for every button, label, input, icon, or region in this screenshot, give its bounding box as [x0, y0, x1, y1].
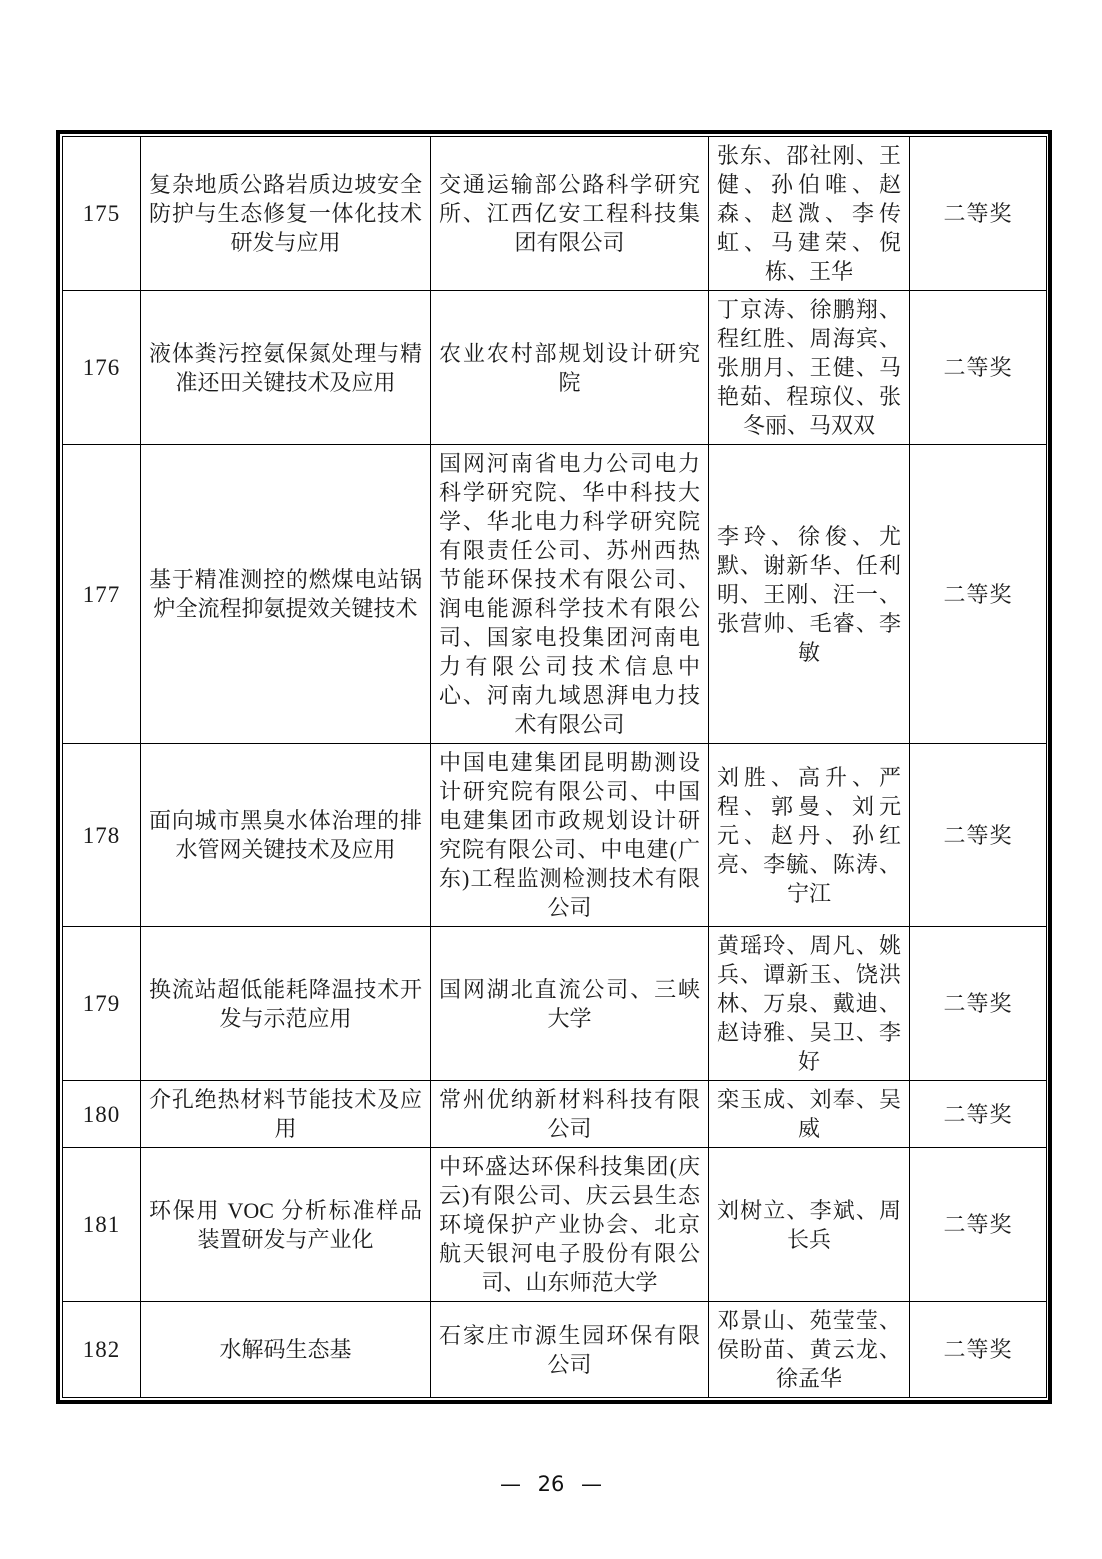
serial-cell: 182 — [63, 1302, 141, 1398]
organizations-cell: 国网湖北直流公司、三峡大学 — [431, 927, 709, 1081]
award-cell: 二等奖 — [910, 927, 1047, 1081]
table-row — [63, 927, 1047, 1081]
award-cell: 二等奖 — [910, 1148, 1047, 1302]
award-cell: 二等奖 — [910, 137, 1047, 291]
serial-cell: 181 — [63, 1148, 141, 1302]
project-cell: 水解码生态基 — [141, 1302, 431, 1398]
table-row — [63, 445, 1047, 744]
table-row — [63, 291, 1047, 445]
table-row — [63, 744, 1047, 927]
contributors-cell: 刘胜、高升、严程、郭曼、刘元元、赵丹、孙红亮、李毓、陈涛、宁江 — [709, 744, 910, 927]
contributors-cell: 刘树立、李斌、周长兵 — [709, 1148, 910, 1302]
project-cell: 面向城市黑臭水体治理的排水管网关键技术及应用 — [141, 744, 431, 927]
awards-table-frame — [56, 130, 1052, 1404]
project-cell: 基于精准测控的燃煤电站锅炉全流程抑氨提效关键技术 — [141, 445, 431, 744]
contributors-cell: 丁京涛、徐鹏翔、程红胜、周海宾、张朋月、王健、马艳茹、程琼仪、张冬丽、马双双 — [709, 291, 910, 445]
serial-cell: 175 — [63, 137, 141, 291]
organizations-cell: 中国电建集团昆明勘测设计研究院有限公司、中国电建集团市政规划设计研究院有限公司、中电建(广东)工程监测检测技术有限公司 — [431, 744, 709, 927]
project-cell: 复杂地质公路岩质边坡安全防护与生态修复一体化技术研发与应用 — [141, 137, 431, 291]
serial-cell: 178 — [63, 744, 141, 927]
organizations-cell: 石家庄市源生园环保有限公司 — [431, 1302, 709, 1398]
organizations-cell: 常州优纳新材料科技有限公司 — [431, 1081, 709, 1148]
table-row — [63, 137, 1047, 291]
serial-cell: 179 — [63, 927, 141, 1081]
table-row — [63, 1148, 1047, 1302]
organizations-cell: 国网河南省电力公司电力科学研究院、华中科技大学、华北电力科学研究院有限责任公司、苏州西热节能环保技术有限公司、润电能源科学技术有限公司、国家电投集团河南电力有限公司技术信息中心、河南九域恩湃电力技术有限公司 — [431, 445, 709, 744]
project-cell: 液体粪污控氨保氮处理与精准还田关键技术及应用 — [141, 291, 431, 445]
table-row — [63, 1081, 1047, 1148]
serial-cell: 180 — [63, 1081, 141, 1148]
serial-cell: 177 — [63, 445, 141, 744]
award-cell: 二等奖 — [910, 291, 1047, 445]
contributors-cell: 栾玉成、刘奉、吴威 — [709, 1081, 910, 1148]
serial-cell: 176 — [63, 291, 141, 445]
contributors-cell: 张东、邵社刚、王健、孙伯唯、赵森、赵溦、李传虹、马建荣、倪栋、王华 — [709, 137, 910, 291]
contributors-cell: 李玲、徐俊、尤默、谢新华、任利明、王刚、汪一、张营帅、毛睿、李敏 — [709, 445, 910, 744]
award-cell: 二等奖 — [910, 1081, 1047, 1148]
award-cell: 二等奖 — [910, 1302, 1047, 1398]
contributors-cell: 邓景山、苑莹莹、侯盼苗、黄云龙、徐孟华 — [709, 1302, 910, 1398]
project-cell: 介孔绝热材料节能技术及应用 — [141, 1081, 431, 1148]
contributors-cell: 黄瑶玲、周凡、姚兵、谭新玉、饶洪林、万泉、戴迪、赵诗雅、吴卫、李好 — [709, 927, 910, 1081]
award-cell: 二等奖 — [910, 744, 1047, 927]
project-cell: 换流站超低能耗降温技术开发与示范应用 — [141, 927, 431, 1081]
organizations-cell: 中环盛达环保科技集团(庆云)有限公司、庆云县生态环境保护产业协会、北京航天银河电子股份有限公司、山东师范大学 — [431, 1148, 709, 1302]
project-cell: 环保用 VOC 分析标准样品装置研发与产业化 — [141, 1148, 431, 1302]
table-row — [63, 1302, 1047, 1398]
page-number: — 26 — — [499, 1472, 603, 1496]
award-cell: 二等奖 — [910, 445, 1047, 744]
awards-table — [62, 136, 1047, 1398]
organizations-cell: 交通运输部公路科学研究所、江西亿安工程科技集团有限公司 — [431, 137, 709, 291]
organizations-cell: 农业农村部规划设计研究院 — [431, 291, 709, 445]
